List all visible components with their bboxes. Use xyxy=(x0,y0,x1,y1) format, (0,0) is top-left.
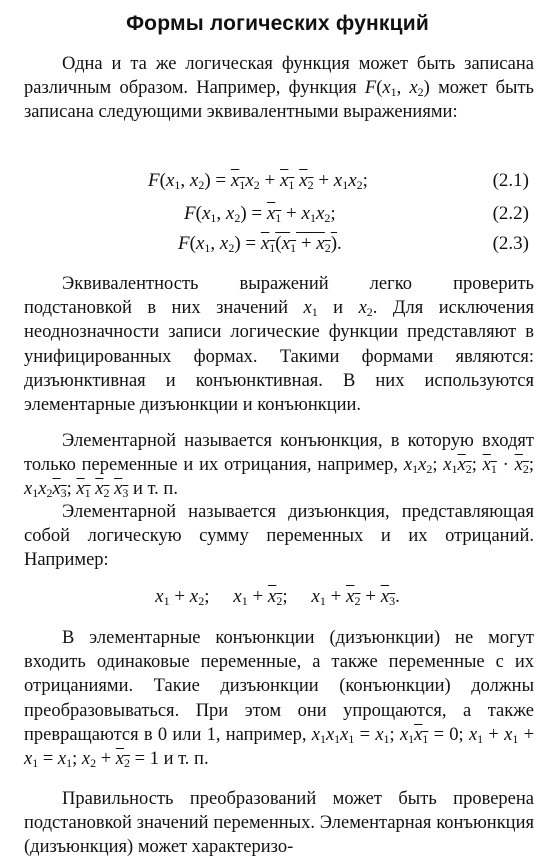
equation-number-2-3: (2.3) xyxy=(492,233,529,254)
equation-2-2: $F(x_1$, $x_2) = x_1 + x_1x_2$; xyxy=(184,203,336,225)
paragraph-equivalence: Эквивалентность выражений легко проверить подстановкой в них значений $x_1$ и $x_2$. Для исключения неоднозначности записи логические функции представляют в унифицированных формах. Такими формами являются: дизъюнктивная и конъюнктивная. В них используются элементарные дизъюнкции и конъюнкции. xyxy=(24,274,535,416)
equation-number-2-1: (2.1) xyxy=(492,170,529,191)
equation-2-1: $F(x_1$, $x_2) = x_1x_2 + x_1$ $x_2 + x_1x_2$; xyxy=(148,170,368,192)
paragraph-intro: Одна и та же логическая функция может быть записана различным образом. Например, функция $F(x_1$, $x_2$) может быть записана следующими эквивалентными выражениями: xyxy=(24,54,534,123)
paragraph-disjunction-def: Элементарной называется дизъюнкция, представляющая собой логическую сумму переменных и их отрицаний. Например: xyxy=(24,502,534,571)
paragraph-conjunction-def: Элементарной называется конъюнкция, в которую входят только переменные и их отрицания, например, $x_1x_2$; $x_1x_2$; $x_1 \cdot x_2$; $x_1x_2x_3$; $x_1$ $x_2$ $x_3$ и т. п. xyxy=(24,431,535,501)
paragraph-simplification: В элементарные конъюнкции (дизъюнкции) не могут входить одинаковые переменные, а также переменные с их отрицаниями. Такие дизъюнкции (конъюнкции) должны преобразовываться. При этом они упрощаются, а также превращаются в 0 или 1, например, $x_1x_1x_1 = x_1$; $x_1x_1 = 0$; $x_1 + x_1 + x_1 = x_1$; $x_2 + x_2 = 1$ и т. п. xyxy=(24,628,535,771)
equation-2-3: $F(x_1$, $x_2) = x_1(x_1 + x_2)$. xyxy=(178,233,342,255)
section-title: Формы логических функций xyxy=(126,12,429,35)
disjunction-examples: $x_1 + x_2$; $x_1 + x_2$; $x_1 + x_2 + x_3$. xyxy=(155,586,400,608)
equation-number-2-2: (2.2) xyxy=(492,203,529,224)
paragraph-verification: Правильность преобразований может быть проверена подстановкой значений переменных. Элементарная конъюнкция (дизъюнкция) может характеризо- xyxy=(24,789,534,858)
